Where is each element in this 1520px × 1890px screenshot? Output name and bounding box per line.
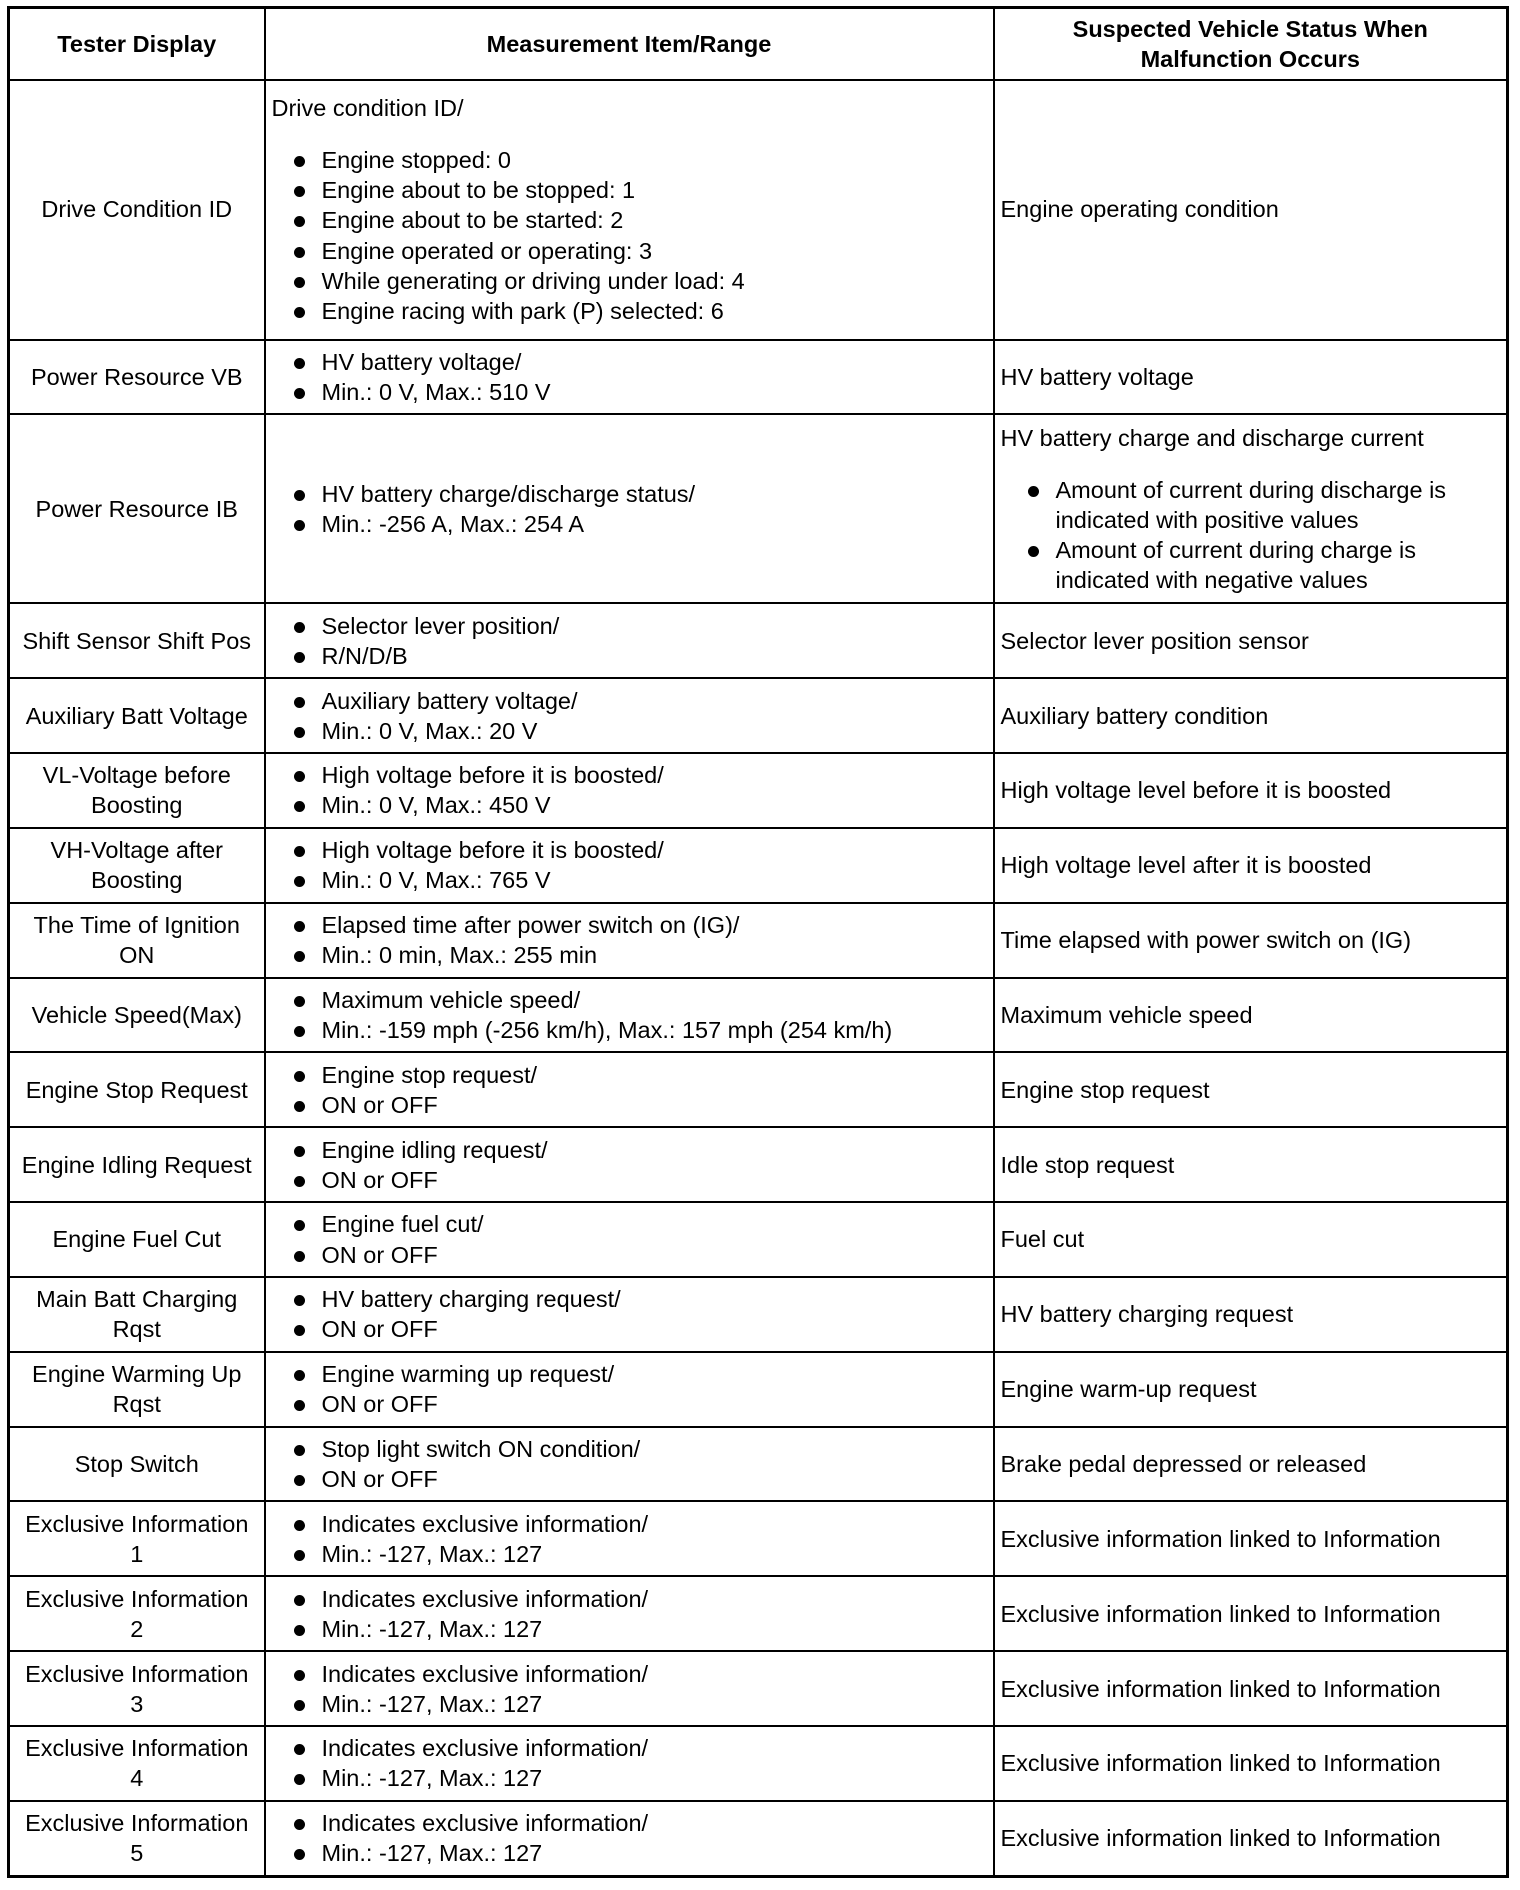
list-item: While generating or driving under load: 4	[272, 266, 987, 296]
measurement-cell	[265, 978, 994, 1053]
list-item: Min.: -127, Max.: 127	[272, 1763, 987, 1793]
table-row	[9, 903, 1508, 978]
measurement-list	[272, 611, 987, 671]
list-item: Indicates exclusive information/	[272, 1659, 987, 1689]
tester-display-cell: Main Batt Charging Rqst	[9, 1277, 265, 1352]
table-row	[9, 1651, 1508, 1726]
measurement-cell	[265, 80, 994, 340]
tester-display-cell: Engine Idling Request	[9, 1127, 265, 1202]
measurement-list	[272, 1284, 987, 1344]
measurement-list	[272, 1584, 987, 1644]
measurement-list	[272, 910, 987, 970]
measurement-list	[272, 1060, 987, 1120]
status-cell: Auxiliary battery condition	[994, 678, 1508, 753]
tester-display-cell: Stop Switch	[9, 1427, 265, 1502]
list-item: Amount of current during discharge is indicated with positive values	[1001, 475, 1501, 535]
list-item: Engine stopped: 0	[272, 145, 987, 175]
list-item: Engine fuel cut/	[272, 1209, 987, 1239]
list-item: R/N/D/B	[272, 641, 987, 671]
list-item: Indicates exclusive information/	[272, 1808, 987, 1838]
table-row	[9, 1277, 1508, 1352]
list-item: Engine about to be stopped: 1	[272, 175, 987, 205]
status-list	[1001, 475, 1501, 595]
tester-display-cell: Auxiliary Batt Voltage	[9, 678, 265, 753]
measurement-cell	[265, 1726, 994, 1801]
header-tester-display: Tester Display	[9, 8, 265, 80]
header-status: Suspected Vehicle Status When Malfunction Occurs	[994, 8, 1508, 80]
list-item: Engine racing with park (P) selected: 6	[272, 296, 987, 326]
list-item: Min.: 0 V, Max.: 765 V	[272, 865, 987, 895]
table-row	[9, 1501, 1508, 1576]
table-row	[9, 340, 1508, 415]
tester-display-cell: VH-Voltage after Boosting	[9, 828, 265, 903]
list-item: ON or OFF	[272, 1240, 987, 1270]
list-item: Auxiliary battery voltage/	[272, 686, 987, 716]
measurement-cell	[265, 1127, 994, 1202]
table-row	[9, 414, 1508, 603]
measurement-lead: Drive condition ID/	[271, 95, 464, 122]
status-lead: HV battery charge and discharge current	[1000, 424, 1424, 451]
list-item: ON or OFF	[272, 1090, 987, 1120]
status-cell: Exclusive information linked to Information	[994, 1501, 1508, 1576]
measurement-cell	[265, 903, 994, 978]
status-cell: Selector lever position sensor	[994, 603, 1508, 678]
measurement-list	[272, 1808, 987, 1868]
tester-display-cell: Engine Warming Up Rqst	[9, 1352, 265, 1427]
table-row	[9, 1427, 1508, 1502]
list-item: Min.: 0 V, Max.: 510 V	[272, 377, 987, 407]
measurement-cell	[265, 414, 994, 603]
measurement-cell	[265, 1352, 994, 1427]
status-cell: High voltage level after it is boosted	[994, 828, 1508, 903]
measurement-cell	[265, 1576, 994, 1651]
status-cell: Exclusive information linked to Information	[994, 1576, 1508, 1651]
tester-display-cell: VL-Voltage before Boosting	[9, 753, 265, 828]
list-item: Indicates exclusive information/	[272, 1584, 987, 1614]
tester-display-cell: Power Resource IB	[9, 414, 265, 603]
table-row	[9, 828, 1508, 903]
header-row	[9, 8, 1508, 80]
list-item: Indicates exclusive information/	[272, 1733, 987, 1763]
table-row	[9, 1127, 1508, 1202]
status-cell: Engine warm-up request	[994, 1352, 1508, 1427]
measurement-list	[272, 985, 987, 1045]
status-cell: Brake pedal depressed or released	[994, 1427, 1508, 1502]
list-item: Engine stop request/	[272, 1060, 987, 1090]
tester-display-cell: Exclusive Information 5	[9, 1801, 265, 1877]
list-item: HV battery charge/discharge status/	[272, 479, 987, 509]
measurement-list	[272, 1209, 987, 1269]
list-item: ON or OFF	[272, 1389, 987, 1419]
measurement-list	[272, 1135, 987, 1195]
status-cell: Maximum vehicle speed	[994, 978, 1508, 1053]
table-row	[9, 753, 1508, 828]
table-row	[9, 1352, 1508, 1427]
list-item: High voltage before it is boosted/	[272, 760, 987, 790]
table-row	[9, 1202, 1508, 1277]
tester-display-cell: Engine Fuel Cut	[9, 1202, 265, 1277]
measurement-list	[272, 479, 987, 539]
tester-display-cell: Power Resource VB	[9, 340, 265, 415]
list-item: Maximum vehicle speed/	[272, 985, 987, 1015]
list-item: Min.: 0 V, Max.: 20 V	[272, 716, 987, 746]
list-item: Stop light switch ON condition/	[272, 1434, 987, 1464]
measurement-list	[272, 686, 987, 746]
measurement-cell	[265, 1801, 994, 1877]
measurement-cell	[265, 828, 994, 903]
table-row	[9, 1052, 1508, 1127]
tester-display-cell: The Time of Ignition ON	[9, 903, 265, 978]
measurement-list	[272, 1434, 987, 1494]
table-row	[9, 1801, 1508, 1877]
list-item: Min.: -127, Max.: 127	[272, 1689, 987, 1719]
list-item: HV battery voltage/	[272, 347, 987, 377]
list-item: Engine warming up request/	[272, 1359, 987, 1389]
measurement-cell	[265, 1427, 994, 1502]
status-cell: Engine stop request	[994, 1052, 1508, 1127]
list-item: Min.: -127, Max.: 127	[272, 1539, 987, 1569]
status-cell: High voltage level before it is boosted	[994, 753, 1508, 828]
measurement-list	[272, 1659, 987, 1719]
measurement-cell	[265, 603, 994, 678]
table-row	[9, 1726, 1508, 1801]
header-measurement: Measurement Item/Range	[265, 8, 994, 80]
status-cell: Fuel cut	[994, 1202, 1508, 1277]
list-item: ON or OFF	[272, 1464, 987, 1494]
tester-display-cell: Exclusive Information 1	[9, 1501, 265, 1576]
status-cell: Exclusive information linked to Information	[994, 1651, 1508, 1726]
list-item: ON or OFF	[272, 1314, 987, 1344]
table-row	[9, 1576, 1508, 1651]
table-row	[9, 80, 1508, 340]
measurement-list	[272, 835, 987, 895]
list-item: Min.: -127, Max.: 127	[272, 1614, 987, 1644]
list-item: Indicates exclusive information/	[272, 1509, 987, 1539]
tester-display-cell: Exclusive Information 2	[9, 1576, 265, 1651]
measurement-list	[272, 1733, 987, 1793]
measurement-list	[272, 1509, 987, 1569]
tester-display-cell: Drive Condition ID	[9, 80, 265, 340]
measurement-cell	[265, 753, 994, 828]
tester-display-cell: Exclusive Information 3	[9, 1651, 265, 1726]
measurement-cell	[265, 1277, 994, 1352]
measurement-cell	[265, 340, 994, 415]
list-item: High voltage before it is boosted/	[272, 835, 987, 865]
list-item: Amount of current during charge is indicated with negative values	[1001, 535, 1501, 595]
tester-display-cell: Engine Stop Request	[9, 1052, 265, 1127]
measurement-list	[272, 760, 987, 820]
measurement-cell	[265, 678, 994, 753]
status-cell: Exclusive information linked to Information	[994, 1726, 1508, 1801]
list-item: Engine about to be started: 2	[272, 205, 987, 235]
list-item: Min.: 0 V, Max.: 450 V	[272, 790, 987, 820]
measurement-cell	[265, 1651, 994, 1726]
measurement-cell	[265, 1202, 994, 1277]
table-row	[9, 603, 1508, 678]
tester-display-cell: Shift Sensor Shift Pos	[9, 603, 265, 678]
list-item: Engine operated or operating: 3	[272, 236, 987, 266]
status-cell: Idle stop request	[994, 1127, 1508, 1202]
list-item: Engine idling request/	[272, 1135, 987, 1165]
measurement-cell	[265, 1052, 994, 1127]
table-row	[9, 678, 1508, 753]
list-item: Elapsed time after power switch on (IG)/	[272, 910, 987, 940]
status-cell: HV battery voltage	[994, 340, 1508, 415]
status-cell: Exclusive information linked to Information	[994, 1801, 1508, 1877]
status-cell: Engine operating condition	[994, 80, 1508, 340]
measurement-list	[272, 347, 987, 407]
data-list-table	[7, 6, 1509, 1878]
list-item: HV battery charging request/	[272, 1284, 987, 1314]
list-item: Selector lever position/	[272, 611, 987, 641]
status-cell: HV battery charging request	[994, 1277, 1508, 1352]
tester-display-cell: Vehicle Speed(Max)	[9, 978, 265, 1053]
measurement-list	[272, 145, 987, 325]
list-item: Min.: -159 mph (-256 km/h), Max.: 157 mph (254 km/h)	[272, 1015, 987, 1045]
table-row	[9, 978, 1508, 1053]
list-item: ON or OFF	[272, 1165, 987, 1195]
status-cell	[994, 414, 1508, 603]
list-item: Min.: -256 A, Max.: 254 A	[272, 509, 987, 539]
list-item: Min.: 0 min, Max.: 255 min	[272, 940, 987, 970]
status-cell: Time elapsed with power switch on (IG)	[994, 903, 1508, 978]
measurement-cell	[265, 1501, 994, 1576]
list-item: Min.: -127, Max.: 127	[272, 1838, 987, 1868]
measurement-list	[272, 1359, 987, 1419]
tester-display-cell: Exclusive Information 4	[9, 1726, 265, 1801]
